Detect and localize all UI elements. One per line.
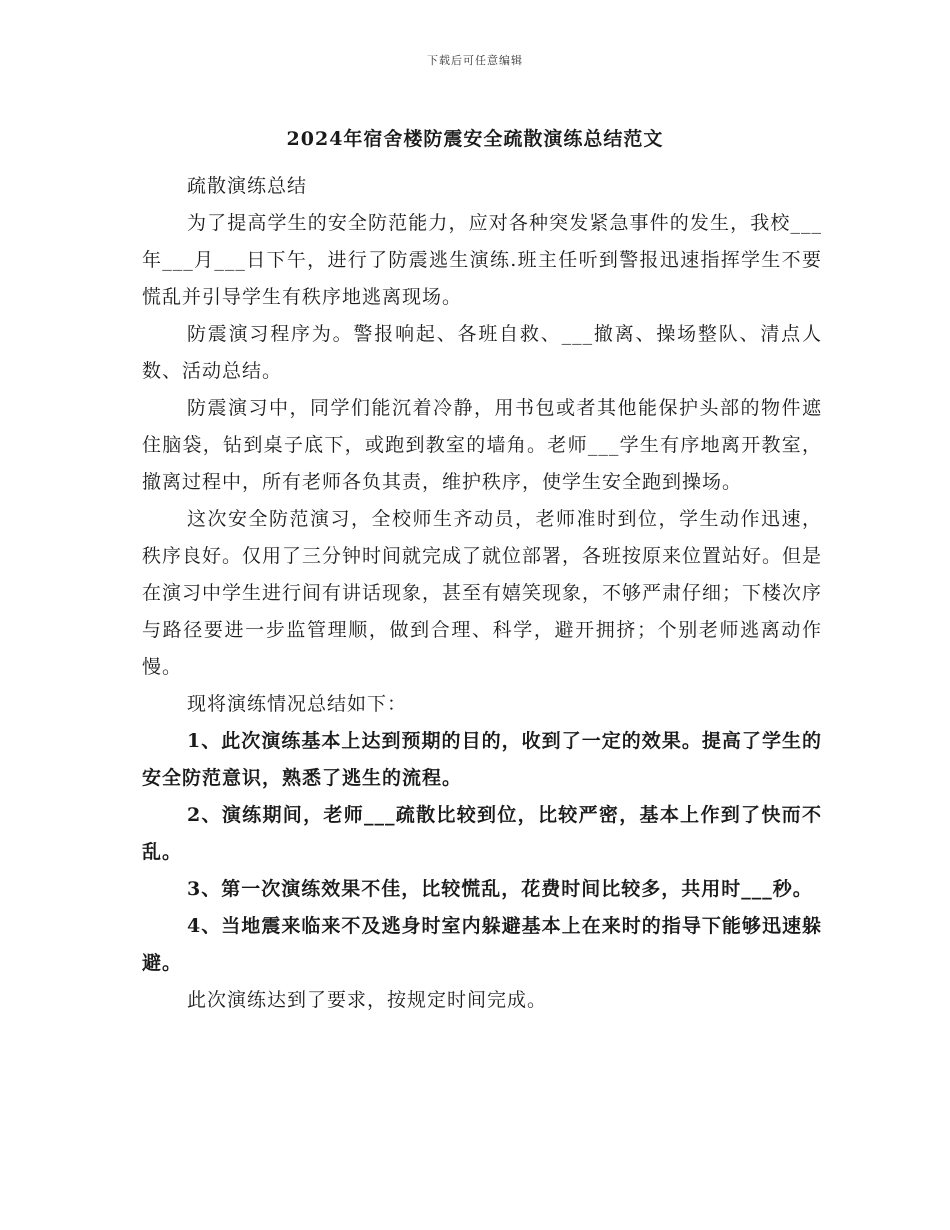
paragraph: 2、演练期间，老师___疏散比较到位，比较严密，基本上作到了快而不乱。 — [142, 804, 822, 863]
paragraph-list — [142, 205, 822, 1019]
paragraph: 现将演练情况总结如下： — [187, 693, 408, 715]
paragraph: 防震演习程序为。警报响起、各班自救、___撤离、操场整队、清点人数、活动总结。 — [142, 323, 822, 382]
paragraph: 防震演习中，同学们能沉着冷静，用书包或者其他能保护头部的物件遮住脑袋，钻到桌子底下，或跑到教室的墙角。老师___学生有序地离开教室，撤离过程中，所有老师各负其责，维护秩序，使学生安全跑到操场。 — [142, 397, 822, 493]
header-note: 下载后可任意编辑 — [427, 54, 523, 67]
paragraph: 4、当地震来临来不及逃身时室内躲避基本上在来时的指导下能够迅速躲避。 — [142, 915, 822, 974]
paragraph: 这次安全防范演习，全校师生齐动员，老师准时到位，学生动作迅速，秩序良好。仅用了三分钟时间就完成了就位部署，各班按原来位置站好。但是在演习中学生进行间有讲话现象，甚至有嬉笑现象，不够严肃仔细；下楼次序与路径要进一步监管理顺，做到合理、科学，避开拥挤；个别老师逃离动作慢。 — [142, 508, 823, 678]
paragraph: 3、第一次演练效果不佳，比较慌乱，花费时间比较多，共用时___秒。 — [187, 878, 813, 900]
document-body — [142, 168, 822, 1019]
paragraph: 为了提高学生的安全防范能力，应对各种突发紧急事件的发生，我校___年___月___日下午，进行了防震逃生演练.班主任听到警报迅速指挥学生不要慌乱并引导学生有秩序地逃离现场。 — [142, 212, 822, 308]
paragraph: 1、此次演练基本上达到预期的目的，收到了一定的效果。提高了学生的安全防范意识，熟悉了逃生的流程。 — [142, 730, 822, 789]
section-heading: 疏散演练总结 — [187, 175, 308, 197]
paragraph: 此次演练达到了要求，按规定时间完成。 — [187, 989, 548, 1011]
document-title: 2024年宿舍楼防震安全疏散演练总结范文 — [286, 128, 664, 150]
